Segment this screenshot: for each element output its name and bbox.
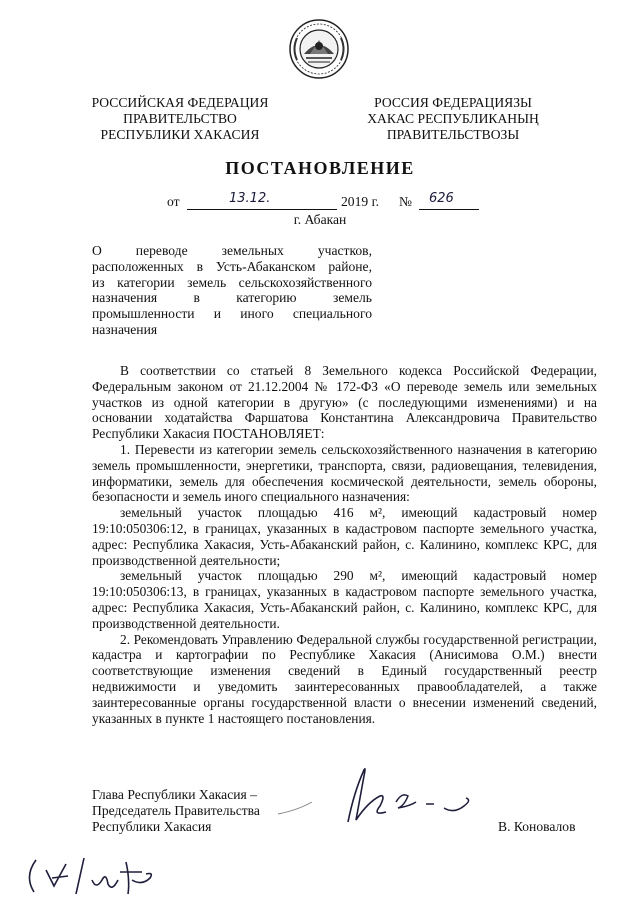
body-paragraph: 1. Перевести из категории земель сельскохозяйственного назначения в категорию земель промышленности, энергетики, транспорта, связи, радиовещания, телевидения, информатики, земель для обеспечения космической деятельности, земель обороны, безопасности и земель иного специального назначения: (92, 441, 597, 505)
subject-line: назначения (92, 321, 158, 337)
year-label: 2019 г. (341, 194, 380, 209)
signatory-position (92, 787, 260, 835)
subject-block (92, 243, 372, 338)
handwritten-initials-icon (22, 850, 172, 900)
handwritten-signature-icon (268, 762, 488, 832)
position-line: Республики Хакасия (92, 819, 212, 834)
position-line: Председатель Правительства (92, 803, 260, 818)
header-left-line: РЕСПУБЛИКИ ХАКАСИЯ (100, 127, 260, 142)
date-prefix: от (167, 194, 180, 209)
subject-line: промышленности и иного специального (92, 306, 372, 322)
header-left (80, 95, 280, 143)
header-right-line: ХАКАС РЕСПУБЛИКАНЫҢ (367, 111, 539, 126)
date-number-line (167, 191, 487, 212)
signatory-name: В. Коновалов (498, 819, 576, 834)
subject-line: О переводе земельных участков, (92, 243, 372, 258)
header-left-line: ПРАВИТЕЛЬСТВО (123, 111, 237, 126)
body-paragraph: В соответствии со статьей 8 Земельного кодекса Российской Федерации, Федеральным законом от 21.12.2004 № 172-ФЗ «О переводе земель или земельных участков из одной категории в другую» (с последующими изменениями) и на основании ходатайства Фаршатова Константина Александровича Правительство Республики Хакасия ПОСТАНОВЛЯЕТ: (92, 363, 597, 442)
date-handwritten: 13.12. (229, 191, 271, 206)
header-left-line: РОССИЙСКАЯ ФЕДЕРАЦИЯ (91, 95, 269, 110)
coat-of-arms-icon (288, 18, 350, 80)
header-right-line: ПРАВИТЕЛЬСТВОЗЫ (386, 127, 520, 142)
header-right-line: РОССИЯ ФЕДЕРАЦИЯЗЫ (374, 95, 532, 110)
body-paragraph: земельный участок площадью 416 м², имеющий кадастровый номер 19:10:050306:12, в границах, указанных в кадастровом паспорте земельного участка, адрес: Республика Хакасия, Усть-Абаканский район, с. Калинино, комплекс КРС, для производственной деятельности; (92, 505, 597, 568)
number-handwritten: 626 (429, 191, 454, 206)
subject-line: назначения в категорию земель (92, 290, 372, 306)
subject-line: расположенных в Усть-Абаканском районе, (92, 258, 372, 274)
subject-line: из категории земель сельскохозяйственного (92, 274, 372, 290)
document-body (92, 363, 597, 726)
body-paragraph: 2. Рекомендовать Управлению Федеральной службы государственной регистрации, кадастра и картографии по Республике Хакасия (Анисимова О.М.) внести соответствующие изменения сведений в Единый государственный реестр недвижимости и уведомить заинтересованных правообладателей, а также заинтересованные органы государственной власти о внесении изменений сведений, указанных в пункте 1 настоящего постановления. (92, 631, 597, 726)
header-right (353, 95, 553, 143)
number-sign: № (399, 194, 412, 209)
position-line: Глава Республики Хакасия – (92, 787, 257, 802)
body-paragraph: земельный участок площадью 290 м², имеющий кадастровый номер 19:10:050306:13, в границах, указанных в кадастровом паспорте земельного участка, адрес: Республика Хакасия, Усть-Абаканский район, с. Калинино, комплекс КРС, для производственной деятельности. (92, 568, 597, 631)
city: г. Абакан (293, 212, 347, 227)
document-title: ПОСТАНОВЛЕНИЕ (225, 158, 415, 178)
